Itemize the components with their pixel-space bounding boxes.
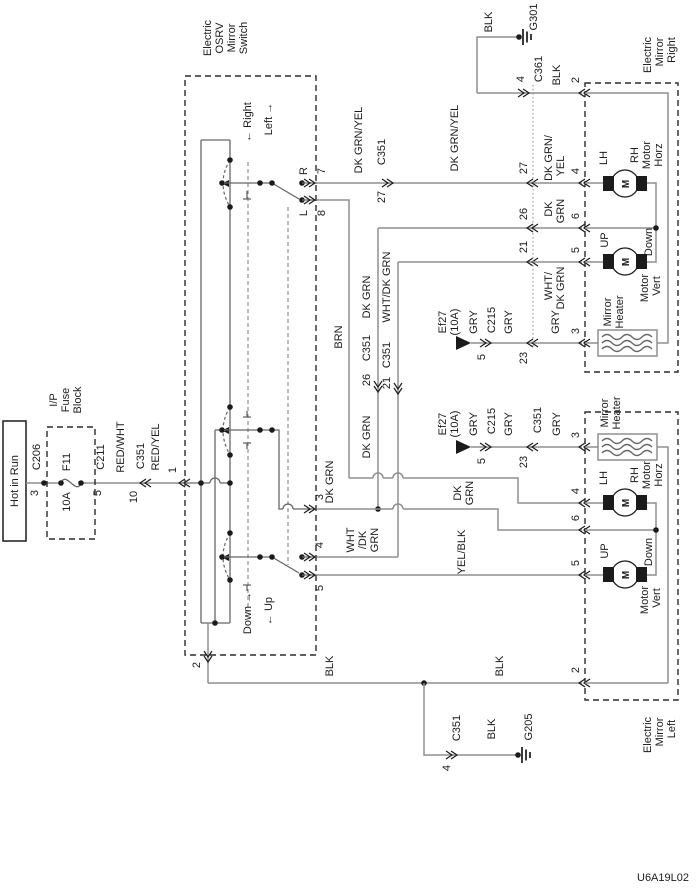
svg-text:Fuse: Fuse xyxy=(60,387,72,413)
svg-text:Switch: Switch xyxy=(238,21,250,55)
motor-m: M xyxy=(621,179,632,189)
svg-text:RH: RH xyxy=(629,467,641,483)
svg-text:26: 26 xyxy=(518,207,530,221)
svg-text:5: 5 xyxy=(570,559,582,567)
svg-text:1: 1 xyxy=(167,466,179,474)
wire-color: DK GRN xyxy=(324,460,336,504)
diagram-code: U6A19L02 xyxy=(637,872,689,884)
svg-text:Right: Right xyxy=(666,37,678,63)
svg-text:(10A): (10A) xyxy=(449,410,461,438)
harness-wires xyxy=(208,29,590,763)
svg-text:23: 23 xyxy=(518,455,530,469)
svg-text:3: 3 xyxy=(570,327,582,335)
rocker-up-down[interactable] xyxy=(219,530,317,583)
fuse-ef27-right xyxy=(456,336,471,350)
wire-color: WHT xyxy=(345,527,357,553)
wire-color: WHT/ xyxy=(543,271,555,301)
svg-text:LH: LH xyxy=(598,150,610,166)
fuse-f11-symbol xyxy=(61,479,81,487)
svg-text:3: 3 xyxy=(314,493,326,501)
svg-text:21: 21 xyxy=(381,376,393,390)
svg-text:GRY: GRY xyxy=(468,310,480,334)
svg-text:Mirror: Mirror xyxy=(654,37,666,67)
svg-text:GRY: GRY xyxy=(550,310,562,334)
dir-up-label: ← Up xyxy=(263,596,275,626)
svg-text:Mirror: Mirror xyxy=(602,297,614,327)
wire-blk-g205 xyxy=(424,683,518,755)
svg-text:GRY: GRY xyxy=(551,412,563,436)
svg-text:26: 26 xyxy=(361,373,373,387)
svg-text:Horz: Horz xyxy=(653,463,665,487)
svg-text:BLK: BLK xyxy=(324,655,336,677)
svg-text:Heater: Heater xyxy=(614,295,626,329)
svg-text:4: 4 xyxy=(314,541,326,549)
svg-text:2: 2 xyxy=(570,666,582,674)
fuse-ef27-label: Ef27 xyxy=(437,412,449,436)
svg-text:(10A): (10A) xyxy=(449,308,461,336)
ground-g301-label: G301 xyxy=(528,3,540,31)
ground-g205-symbol xyxy=(522,747,530,763)
fuse-ef27-left xyxy=(456,440,471,454)
motor-m: M xyxy=(621,498,632,508)
motor-m: M xyxy=(621,257,632,267)
detent-marks xyxy=(243,191,251,591)
svg-text:Vert: Vert xyxy=(651,588,663,608)
svg-text:4: 4 xyxy=(570,487,582,495)
wire-color: DK GRN xyxy=(361,275,373,319)
wire-color: BRN xyxy=(333,325,345,349)
rocker-left-right[interactable] xyxy=(219,157,317,210)
c211-pin: 5 xyxy=(92,489,104,497)
wire-color: WHT/DK GRN xyxy=(381,251,393,323)
fuse-rating: 10A xyxy=(61,492,73,512)
svg-text:C351: C351 xyxy=(532,406,544,434)
wire-color: YEL/BLK xyxy=(456,529,468,575)
c211-label: C211 xyxy=(95,444,107,470)
electric-mirror-right xyxy=(585,83,678,372)
svg-text:BLK: BLK xyxy=(486,718,498,740)
svg-text:Heater: Heater xyxy=(611,396,623,430)
svg-text:C215: C215 xyxy=(486,306,498,334)
svg-text:10: 10 xyxy=(128,490,140,504)
c206-label: C206 xyxy=(31,443,43,471)
svg-text:5: 5 xyxy=(570,246,582,254)
rocker-selector[interactable] xyxy=(219,404,317,509)
svg-text:5: 5 xyxy=(476,457,488,465)
svg-text:23: 23 xyxy=(518,351,530,365)
wire-dk-grn-2 xyxy=(317,504,582,530)
dir-left-label: Left → xyxy=(263,102,275,136)
svg-text:BLK: BLK xyxy=(551,64,563,86)
c361-label: C361 xyxy=(533,55,545,83)
svg-text:OSRV: OSRV xyxy=(214,22,226,54)
hot-in-run-label: Hot in Run xyxy=(9,455,21,507)
svg-text:GRY: GRY xyxy=(503,310,515,334)
svg-text:4: 4 xyxy=(570,167,582,175)
contact-l: L xyxy=(298,209,310,217)
fuse-name: F11 xyxy=(61,452,73,472)
c206-pin: 3 xyxy=(29,489,41,497)
connector-c206-dot xyxy=(41,480,47,486)
ground-g205-label: G205 xyxy=(523,713,535,741)
svg-text:C351: C351 xyxy=(381,341,393,369)
svg-text:27: 27 xyxy=(518,161,530,175)
wire-color: DK GRN/ xyxy=(543,135,555,181)
wire-brn-dk-grn xyxy=(317,200,582,503)
svg-text:C351: C351 xyxy=(451,714,463,742)
svg-text:Motor: Motor xyxy=(639,585,651,615)
svg-text:C351: C351 xyxy=(361,334,373,362)
wire-color: RED/WHT xyxy=(115,421,127,473)
svg-text:C215: C215 xyxy=(486,407,498,435)
wire-color: DK xyxy=(543,201,555,217)
wire-color: DK GRN xyxy=(361,415,373,459)
svg-text:GRN: GRN xyxy=(464,480,476,506)
wire-color: DK GRN/YEL xyxy=(353,106,365,174)
svg-text:Mirror: Mirror xyxy=(654,717,666,747)
contact-r: R xyxy=(298,167,310,175)
svg-text:C351: C351 xyxy=(135,442,147,470)
svg-text:UP: UP xyxy=(599,232,611,248)
svg-text:27: 27 xyxy=(376,190,388,204)
wire-color: RED/YEL xyxy=(150,423,162,471)
fuse-block-label: I/P xyxy=(48,393,60,407)
svg-text:/DK: /DK xyxy=(357,530,369,550)
switch-feed-rails xyxy=(201,140,230,623)
wire-blk-g301 xyxy=(477,37,582,93)
svg-text:Block: Block xyxy=(72,386,84,414)
motor-m: M xyxy=(621,570,632,580)
mirror-right-title: Electric xyxy=(642,36,654,74)
svg-text:GRN: GRN xyxy=(369,527,381,553)
svg-text:6: 6 xyxy=(570,514,582,522)
wire-color: DK GRN/YEL xyxy=(449,104,461,172)
svg-text:Left: Left xyxy=(666,719,678,739)
svg-text:4: 4 xyxy=(515,75,527,83)
svg-text:6: 6 xyxy=(570,212,582,220)
wire-color: DK xyxy=(452,485,464,501)
svg-text:GRN: GRN xyxy=(555,198,567,224)
svg-text:7: 7 xyxy=(316,167,328,175)
svg-text:Vert: Vert xyxy=(651,276,663,296)
svg-text:Motor: Motor xyxy=(641,140,653,170)
svg-text:2: 2 xyxy=(570,76,582,84)
svg-text:UP: UP xyxy=(599,543,611,559)
mirror-left-title: Electric xyxy=(642,716,654,754)
svg-text:Motor: Motor xyxy=(641,460,653,490)
svg-text:BLK: BLK xyxy=(483,11,495,33)
fuse-ef27-label: Ef27 xyxy=(437,310,449,334)
svg-text:Horz: Horz xyxy=(653,143,665,167)
dir-down-label: Down → xyxy=(242,591,254,635)
svg-text:21: 21 xyxy=(518,240,530,254)
switch-box xyxy=(185,76,316,655)
switch-title: Electric xyxy=(202,19,214,57)
svg-text:C351: C351 xyxy=(376,138,388,166)
svg-text:Down: Down xyxy=(643,537,655,567)
svg-text:RH: RH xyxy=(629,147,641,163)
svg-text:GRY: GRY xyxy=(503,412,515,436)
svg-text:2: 2 xyxy=(191,661,203,669)
svg-text:Mirror: Mirror xyxy=(226,23,238,53)
svg-text:BLK: BLK xyxy=(494,655,506,677)
wire-dk-grn xyxy=(378,228,582,509)
dir-right-label: ← Right xyxy=(242,102,254,142)
svg-text:DK GRN: DK GRN xyxy=(555,266,567,310)
svg-text:5: 5 xyxy=(314,584,326,592)
svg-text:LH: LH xyxy=(598,470,610,486)
switch-linkage xyxy=(248,162,288,612)
svg-text:4: 4 xyxy=(441,764,453,772)
svg-text:3: 3 xyxy=(570,431,582,439)
svg-text:Mirror: Mirror xyxy=(599,398,611,428)
svg-text:Down: Down xyxy=(643,227,655,257)
svg-text:5: 5 xyxy=(476,353,488,361)
svg-text:YEL: YEL xyxy=(555,155,567,177)
svg-text:8: 8 xyxy=(316,209,328,217)
svg-text:Motor: Motor xyxy=(639,273,651,303)
svg-text:GRY: GRY xyxy=(468,412,480,436)
